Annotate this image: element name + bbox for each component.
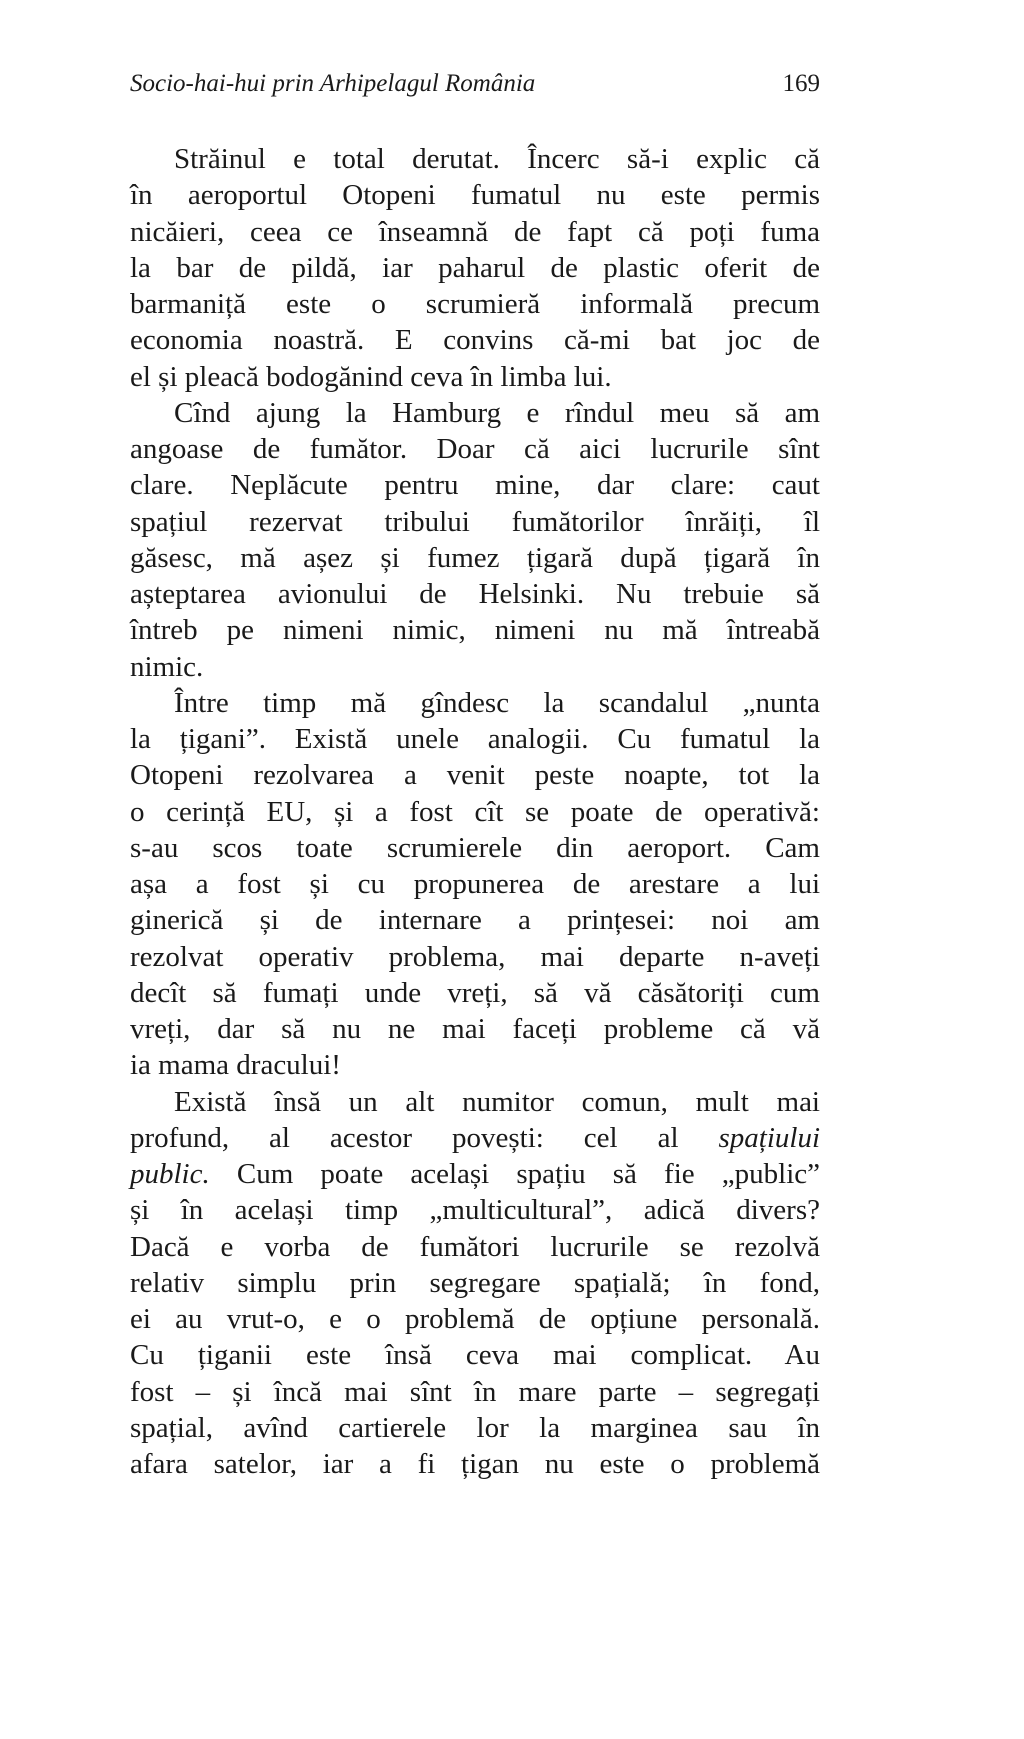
text-line: clare. Neplăcute pentru mine, dar clare: caut xyxy=(130,469,820,502)
text-span: Cum poate același spațiu să fie „public” xyxy=(236,1158,820,1190)
text-line: așteptarea avionului de Helsinki. Nu trebuie să xyxy=(130,578,820,610)
text-line: decît să fumați unde vreți, să vă căsătoriți cum xyxy=(130,976,820,1009)
italic-term: public. xyxy=(130,1158,210,1190)
text-span: profund, al acestor povești: cel al xyxy=(130,1121,679,1154)
text-line: ei au vrut-o, e o problemă de opțiune personală. xyxy=(130,1303,820,1335)
text-line: vreți, dar să nu ne mai faceți probleme că vă xyxy=(130,1013,820,1045)
text-line: Există însă un alt numitor comun, mult mai xyxy=(174,1085,820,1118)
text-line: spațial, avînd cartierele lor la marginea sau în xyxy=(130,1411,820,1444)
text-line: și în același timp „multicultural”, adică divers? xyxy=(130,1194,820,1227)
page-number: 169 xyxy=(782,70,820,97)
text-line: fost – și încă mai sînt în mare parte – segregați xyxy=(130,1375,820,1408)
text-line xyxy=(130,1120,820,1156)
italic-term: spațiului xyxy=(718,1121,820,1154)
text-line: spațiul rezervat tribului fumătorilor înrăiți, îl xyxy=(130,505,820,538)
text-line: el și pleacă bodogănind ceva în limba lui. xyxy=(130,360,612,393)
text-line: la țigani”. Există unele analogii. Cu fumatul la xyxy=(130,723,820,755)
text-line: nicăieri, ceea ce înseamnă de fapt că poți fuma xyxy=(130,215,820,248)
text-line: în aeroportul Otopeni fumatul nu este permis xyxy=(130,179,820,212)
text-line: Cu țiganii este însă ceva mai complicat. Au xyxy=(130,1339,820,1372)
text-line: rezolvat operativ problema, mai departe n-aveți xyxy=(130,940,820,973)
running-title: Socio-hai-hui prin Arhipelagul România xyxy=(130,70,536,97)
paragraph xyxy=(130,395,820,685)
text-line: Străinul e total derutat. Încerc să-i explic că xyxy=(174,143,820,175)
running-header xyxy=(130,70,820,106)
text-line: economia noastră. E convins că-mi bat joc de xyxy=(130,324,820,357)
text-line: relativ simplu prin segregare spațială; în fond, xyxy=(130,1266,820,1299)
text-line: ginerică și de internare a prințesei: noi am xyxy=(130,904,820,937)
text-line: ia mama dracului! xyxy=(130,1049,341,1082)
text-line: s-au scos toate scrumierele din aeroport. Cam xyxy=(130,831,820,864)
text-line: găsesc, mă așez și fumez țigară după țigară în xyxy=(130,541,820,574)
text-line: întreb pe nimeni nimic, nimeni nu mă întreabă xyxy=(130,614,820,647)
paragraph xyxy=(130,685,820,1084)
text-line: afara satelor, iar a fi țigan nu este o problemă xyxy=(130,1448,820,1480)
text-line: angoase de fumător. Doar că aici lucrurile sînt xyxy=(130,433,820,465)
text-line: la bar de pildă, iar paharul de plastic oferit de xyxy=(130,251,820,284)
text-line: barmaniță este o scrumieră informală precum xyxy=(130,288,820,320)
body-text xyxy=(130,141,820,1482)
text-line: nimic. xyxy=(130,650,204,683)
paragraph xyxy=(130,1084,820,1483)
text-line: Dacă e vorba de fumători lucrurile se rezolvă xyxy=(130,1230,820,1263)
text-line: Cînd ajung la Hamburg e rîndul meu să am xyxy=(174,396,820,429)
text-line: așa a fost și cu propunerea de arestare a lui xyxy=(130,868,820,900)
text-line: Între timp mă gîndesc la scandalul „nunta xyxy=(174,686,820,719)
text-line xyxy=(130,1156,820,1192)
text-line: Otopeni rezolvarea a venit peste noapte, tot la xyxy=(130,759,820,792)
paragraph xyxy=(130,141,820,395)
text-line: o cerință EU, și a fost cît se poate de operativă: xyxy=(130,795,820,828)
